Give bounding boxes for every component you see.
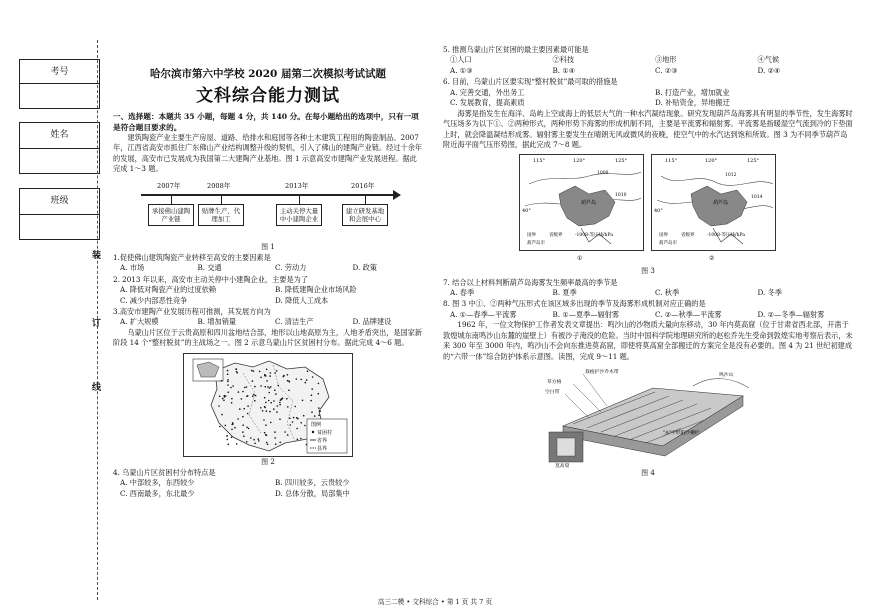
- village-dot: [243, 408, 245, 410]
- binding-mark: 线: [92, 383, 102, 393]
- village-dot: [273, 400, 275, 402]
- question-stem: 5. 推测乌蒙山片区贫困的最主要因素最可能是: [443, 45, 589, 54]
- village-dot: [264, 406, 266, 408]
- option: D. 总体分散，局部集中: [275, 488, 350, 498]
- option: D. 政策: [352, 263, 377, 273]
- village-dot: [243, 435, 245, 437]
- option: B. 降低建陶企业市场风险: [275, 285, 357, 295]
- question-8: [443, 299, 853, 320]
- village-dot: [287, 380, 289, 382]
- legend-item: 国界: [527, 233, 536, 239]
- village-dot: [318, 382, 320, 384]
- village-dot: [287, 406, 289, 408]
- village-dot: [219, 395, 221, 397]
- option: C. 发展教育，提高素质: [450, 98, 525, 108]
- option: ②科技: [552, 55, 575, 65]
- question-stem: 4. 乌蒙山片区贫困村分布特点是: [113, 467, 216, 477]
- village-dot: [242, 416, 244, 418]
- class-box: [19, 188, 100, 240]
- timeline-year: 2016年: [351, 181, 375, 190]
- legend-item: -1008-等压线/hPa: [707, 233, 745, 239]
- village-dot: [238, 391, 240, 393]
- village-dot: [260, 385, 262, 387]
- village-dot: [223, 399, 225, 401]
- legend-item: 葫芦岛市: [527, 241, 545, 247]
- longitude-label: 125°: [615, 158, 628, 165]
- option: A. 完善交通，外出务工: [450, 87, 525, 97]
- village-dot: [275, 443, 277, 445]
- village-dot: [288, 389, 290, 391]
- village-dot: [282, 397, 284, 399]
- timeline-box: 主动关停大量中小建陶企业: [276, 204, 322, 227]
- village-dot: [268, 399, 270, 401]
- right-column: [443, 44, 853, 478]
- village-dot: [252, 380, 254, 382]
- village-dot: [270, 372, 272, 374]
- question-stem: 6. 目前，乌蒙山片区要实现“整村脱贫”最可取的措施是: [443, 77, 618, 87]
- village-dot: [236, 368, 238, 370]
- village-dot: [221, 380, 223, 382]
- legend-item: 省级界: [549, 233, 563, 239]
- timeline-tick: [171, 194, 172, 204]
- name-label: 姓名: [50, 130, 69, 140]
- village-dot: [254, 400, 256, 402]
- option: B. 打造产业，增加就业: [655, 87, 730, 97]
- village-dot: [236, 371, 238, 373]
- timeline-arrow-icon: [393, 190, 401, 200]
- village-dot: [276, 411, 278, 413]
- passage-4: 1962 年，一位文物保护工作者发表文章提出：鸣沙山的沙物质大量向东移动，30 年内莫高窟（位于甘肃省西北部，开凿于敦煌城东南鸣沙山东麓的崖壁上）有被沙子淹没的危险。当时中国科学院地理研究所的赵松乔先生受命到敦煌实地考察后表示，未来 300 年至 3000 年内，鸣沙山不会向东推进莫高窟，即使将莫高窟全部搬迁的方案完全是没有必要的。图 4 为 21 世纪初建成的“六带一体”综合防护体系示意图。读图，完成 9～11 题。: [443, 320, 853, 361]
- name-box: [19, 122, 100, 174]
- village-dot: [277, 405, 279, 407]
- question-7: [443, 278, 853, 299]
- option: B. 四川较多，云贵较少: [275, 478, 350, 488]
- option: A. 中部较多，东西较少: [120, 478, 195, 488]
- passage-3: 海雾是指发生在海洋、岛屿上空或海上的低层大气的一种水汽凝结现象。研究发现葫芦岛海雾具有明显的季节性，发生海雾时气压场多为以下①、②两种形式，两种形势下海雾的形成机制不同，主要是平流雾和辐射雾。平流雾是指暖湿空气流到冷的下垫面上时，就会降温凝结形成雾。辐射雾主要发生在晴朗无风或微风的夜晚，使空气中的水汽达到饱和所致。图 3 为不同季节葫芦岛附近海平面气压形势图，据此完成 7～8 题。: [443, 108, 853, 149]
- village-dot: [279, 418, 281, 420]
- legend-item: 省界: [317, 437, 328, 444]
- option: A. 扩大规模: [120, 317, 159, 327]
- village-dot: [267, 443, 269, 445]
- village-dot: [292, 421, 294, 423]
- village-dot: [239, 408, 241, 410]
- village-dot: [231, 402, 233, 404]
- question-5: [443, 45, 853, 76]
- village-dot: [234, 427, 236, 429]
- village-dot: [227, 373, 229, 375]
- village-dot: [303, 415, 305, 417]
- village-dot: [266, 380, 268, 382]
- village-dot: [253, 370, 255, 372]
- village-dot: [253, 439, 255, 441]
- pressure-map-figure: [519, 154, 777, 266]
- village-dot: [247, 412, 249, 414]
- village-dot: [312, 376, 314, 378]
- village-dot: [227, 384, 229, 386]
- village-dot: [270, 402, 272, 404]
- diagram-label: 栽植护沙乔木带: [585, 370, 619, 376]
- timeline-box: 承接佛山建陶产业链: [148, 204, 194, 227]
- village-dot: [274, 431, 276, 433]
- figure-caption: 图 3: [641, 267, 655, 276]
- passage-2: 乌蒙山片区位于云贵高原和四川盆地结合部，地形以山地高原为主，人地矛盾突出，是国家新阶段 14 个“整村脱贫”的主战场之一。图 2 示意乌蒙山片区贫困村分布。据此完成 4～6 题。: [113, 327, 423, 348]
- village-dot: [311, 388, 313, 390]
- village-dot: [318, 407, 320, 409]
- village-dot: [274, 389, 276, 391]
- village-dot: [226, 435, 228, 437]
- exam-number-label: 考号: [50, 67, 69, 77]
- village-dot: [232, 385, 234, 387]
- option: D. 品牌建设: [352, 317, 392, 327]
- village-dot: [263, 419, 265, 421]
- village-dot: [310, 399, 312, 401]
- option: C. 西南最多，东北最少: [120, 488, 195, 498]
- legend-item: 县界: [317, 445, 328, 452]
- village-dot: [259, 370, 261, 372]
- village-dot: [230, 386, 232, 388]
- village-dot: [232, 422, 234, 424]
- city-label: 葫芦岛: [581, 200, 597, 207]
- village-dot: [318, 393, 320, 395]
- village-dot: [218, 405, 220, 407]
- village-dot: [265, 424, 267, 426]
- village-dot: [268, 391, 270, 393]
- option: A. 春季: [450, 287, 475, 297]
- latitude-label: 40°: [654, 208, 663, 215]
- exam-title: 哈尔滨市第六中学校 2020 届第二次模拟考试试题: [149, 68, 387, 80]
- city-label: 葫芦岛: [713, 200, 729, 207]
- village-dot: [242, 424, 244, 426]
- village-dot: [270, 421, 272, 423]
- section-heading: 一、选择题：本题共 35 小题，每题 4 分，共 140 分。在每小题给出的选项中，只有一项是符合题目要求的。: [113, 111, 419, 132]
- village-dot: [231, 398, 233, 400]
- village-dot: [231, 436, 233, 438]
- village-dot: [221, 413, 223, 415]
- longitude-label: 125°: [747, 158, 760, 165]
- village-dot: [318, 414, 320, 416]
- option: A. 降低对陶瓷产业的过度依赖: [120, 285, 217, 295]
- village-dot: [258, 440, 260, 442]
- question-stem: 7. 结合以上材料判断葫芦岛海雾发生频率最高的季节是: [443, 277, 618, 287]
- village-dot: [236, 443, 238, 445]
- diagram-label: 鸣沙山: [719, 373, 734, 379]
- village-dot: [265, 386, 267, 388]
- diagram-label: 草方格: [547, 380, 562, 386]
- village-dot: [264, 397, 266, 399]
- village-dot: [255, 394, 257, 396]
- question-4: [113, 468, 423, 499]
- legend-item: 葫芦岛市: [659, 241, 677, 247]
- village-dot: [266, 441, 268, 443]
- village-dot: [277, 384, 279, 386]
- village-dot: [247, 405, 249, 407]
- option: D. ②—冬季—辐射雾: [757, 309, 825, 319]
- legend-item: 国界: [659, 233, 668, 239]
- village-dot: [296, 427, 298, 429]
- option: C. 清洁生产: [275, 317, 314, 327]
- village-dot: [228, 443, 230, 445]
- village-dot: [246, 441, 248, 443]
- village-dot: [254, 385, 256, 387]
- poverty-map: [183, 353, 353, 457]
- option: D. 降低人工成本: [275, 295, 329, 305]
- village-dot: [300, 437, 302, 439]
- question-stem: 3.高安市建陶产业发展历程可推测，其发展方向为: [113, 306, 271, 316]
- village-dot: [260, 407, 262, 409]
- village-dot: [279, 404, 281, 406]
- option: D. 补贴资金，异地搬迁: [655, 98, 730, 108]
- village-dot: [227, 380, 229, 382]
- village-dot: [284, 431, 286, 433]
- village-dot: [274, 372, 276, 374]
- option: C. ②③: [655, 65, 678, 75]
- question-6: [443, 77, 853, 108]
- legend-title: 图例: [311, 421, 322, 428]
- timeline-box: 建立研发基地和会展中心: [342, 204, 388, 227]
- exam-number-box: [19, 59, 100, 109]
- village-dot: [219, 425, 221, 427]
- question-stem: 8. 图 3 中①、②两种气压形式在该区域多出现的季节及海雾形成机制对应正确的是: [443, 299, 706, 309]
- village-dot: [264, 432, 266, 434]
- option: C. 秋季: [655, 287, 680, 297]
- village-dot: [224, 395, 226, 397]
- poverty-map-figure: [183, 353, 353, 457]
- diagram-label: 空白带: [545, 390, 560, 396]
- village-dot: [246, 386, 248, 388]
- option: C. ②—秋季—平流雾: [655, 309, 722, 319]
- village-dot: [264, 374, 266, 376]
- timeline-figure: [113, 178, 423, 242]
- village-dot: [260, 376, 262, 378]
- village-dot: [319, 410, 321, 412]
- question-stem: 1.促使佛山建筑陶瓷产业转移至高安的主要因素是: [113, 252, 271, 262]
- village-dot: [222, 397, 224, 399]
- village-dot: [252, 395, 254, 397]
- divider: [20, 83, 99, 84]
- question-1: [113, 253, 423, 274]
- option: ①人口: [450, 55, 472, 65]
- village-dot: [314, 415, 316, 417]
- village-dot: [225, 424, 227, 426]
- option: B. 增加销量: [197, 317, 237, 327]
- village-dot: [286, 398, 288, 400]
- legend-item: -1008-等压线/hPa: [575, 233, 613, 239]
- figure-caption: 图 4: [641, 469, 655, 478]
- binding-mark: 装: [92, 251, 102, 261]
- option: ④气候: [757, 55, 780, 65]
- village-dot: [254, 442, 256, 444]
- village-dot: [269, 410, 271, 412]
- village-dot: [296, 417, 298, 419]
- village-dot: [273, 408, 275, 410]
- village-dot: [296, 378, 298, 380]
- isobar-label: 1010: [615, 193, 627, 199]
- pressure-maps: [519, 154, 777, 266]
- village-dot: [262, 410, 264, 412]
- village-dot: [287, 374, 289, 376]
- timeline-year: 2008年: [207, 181, 231, 190]
- village-dot: [275, 393, 277, 395]
- village-dot: [311, 394, 313, 396]
- option: B. 夏季: [552, 287, 577, 297]
- timeline-axis: [141, 194, 396, 196]
- village-dot: [297, 438, 299, 440]
- village-dot: [270, 386, 272, 388]
- village-dot: [311, 411, 313, 413]
- option: ③地形: [655, 55, 677, 65]
- village-dot: [266, 368, 268, 370]
- subject-title: 文科综合能力测试: [196, 86, 340, 107]
- option: C. 劳动力: [275, 263, 307, 273]
- village-dot: [293, 416, 295, 418]
- question-stem: 2. 2013 年以来，高安市主动关停中小建陶企业，主要是为了: [113, 274, 309, 284]
- timeline-year: 2013年: [285, 181, 309, 190]
- village-dot: [265, 401, 267, 403]
- protection-system-figure: [543, 366, 753, 468]
- pressure-map-1: [520, 155, 644, 263]
- village-dot: [251, 369, 253, 371]
- village-dot: [300, 422, 302, 424]
- timeline-year: 2007年: [157, 181, 181, 190]
- question-2: [113, 275, 423, 306]
- village-dot: [231, 428, 233, 430]
- village-dot: [305, 381, 307, 383]
- diagram-label: "A"字形阻沙栅栏: [663, 431, 700, 437]
- village-dot: [242, 431, 244, 433]
- diagram-label: 莫高窟: [555, 464, 570, 469]
- village-dot: [248, 427, 250, 429]
- village-dot: [266, 410, 268, 412]
- village-dot: [307, 370, 309, 372]
- timeline-tick: [221, 194, 222, 204]
- isobar-label: 1012: [725, 173, 737, 179]
- option: A. ①③: [450, 65, 473, 75]
- village-dot: [247, 395, 249, 397]
- village-dot: [290, 424, 292, 426]
- longitude-label: 115°: [665, 158, 678, 165]
- divider: [20, 148, 99, 149]
- left-column: [113, 44, 423, 499]
- page-footer: 高三二模 • 文科综合 • 第 1 页 共 7 页: [377, 598, 493, 606]
- figure-caption: 图 1: [261, 242, 275, 251]
- village-dot: [241, 398, 243, 400]
- option: A. ①—春季—平流雾: [450, 309, 517, 319]
- village-dot: [279, 401, 281, 403]
- latitude-label: 40°: [522, 208, 531, 215]
- option: B. 交通: [197, 263, 222, 273]
- village-dot: [250, 437, 252, 439]
- panel-label: ②: [709, 255, 715, 263]
- timeline-box: 贴牌生产、代理加工: [198, 204, 244, 227]
- village-dot: [246, 426, 248, 428]
- village-dot: [269, 387, 271, 389]
- question-3: [113, 307, 423, 328]
- village-dot: [306, 379, 308, 381]
- legend-item: 省级界: [681, 233, 695, 239]
- village-dot: [258, 438, 260, 440]
- option: B. ①—夏季—辐射雾: [552, 309, 620, 319]
- village-dot: [244, 386, 246, 388]
- village-dot: [274, 437, 276, 439]
- village-dot: [304, 424, 306, 426]
- village-dot: [269, 375, 271, 377]
- pressure-map-2: [652, 155, 776, 263]
- village-dot: [242, 390, 244, 392]
- figure-caption: 图 2: [261, 457, 275, 466]
- divider: [20, 214, 99, 215]
- village-dot: [276, 370, 278, 372]
- isobar-label: 1014: [751, 195, 763, 201]
- village-dot: [265, 434, 267, 436]
- village-dot: [279, 441, 281, 443]
- village-dot: [283, 375, 285, 377]
- village-dot: [302, 399, 304, 401]
- binding-mark: 订: [92, 319, 102, 329]
- option: B. ①④: [552, 65, 576, 75]
- passage-1: 建筑陶瓷产业主要生产房屋、道路、给排水和庭园等各种土木建筑工程用的陶瓷制品。2007 年，江西省高安市抓住广东佛山产业结构调整升级的契机，引入了佛山的建陶产业链。经过十余年的发展，高安市已发展成为我国第二大建陶产业基地。图 1 示意高安市建陶产业发展进程。据此完成 1～3 题。: [113, 132, 423, 174]
- class-label: 班级: [50, 196, 69, 206]
- option: D. ②④: [757, 65, 781, 75]
- option: C. 减少内部恶性竞争: [120, 295, 188, 305]
- village-dot: [225, 395, 227, 397]
- village-dot: [289, 381, 291, 383]
- village-dot: [237, 418, 239, 420]
- timeline-tick: [299, 194, 300, 204]
- village-dot: [300, 378, 302, 380]
- option: A. 市场: [120, 263, 145, 273]
- village-dot: [227, 391, 229, 393]
- village-dot: [289, 417, 291, 419]
- village-dot: [227, 369, 229, 371]
- village-dot: [294, 405, 296, 407]
- village-dot: [267, 386, 269, 388]
- village-dot: [227, 379, 229, 381]
- timeline-tick: [365, 194, 366, 204]
- village-dot: [227, 438, 229, 440]
- longitude-label: 120°: [573, 158, 586, 165]
- protection-diagram: [543, 366, 753, 468]
- longitude-label: 120°: [705, 158, 718, 165]
- option: D. 冬季: [757, 287, 782, 297]
- village-dot: [253, 393, 255, 395]
- isobar-label: 1008: [597, 171, 609, 177]
- village-dot: [287, 434, 289, 436]
- panel-label: ①: [577, 255, 583, 263]
- legend-item: 贫困村: [317, 429, 333, 436]
- longitude-label: 115°: [533, 158, 546, 165]
